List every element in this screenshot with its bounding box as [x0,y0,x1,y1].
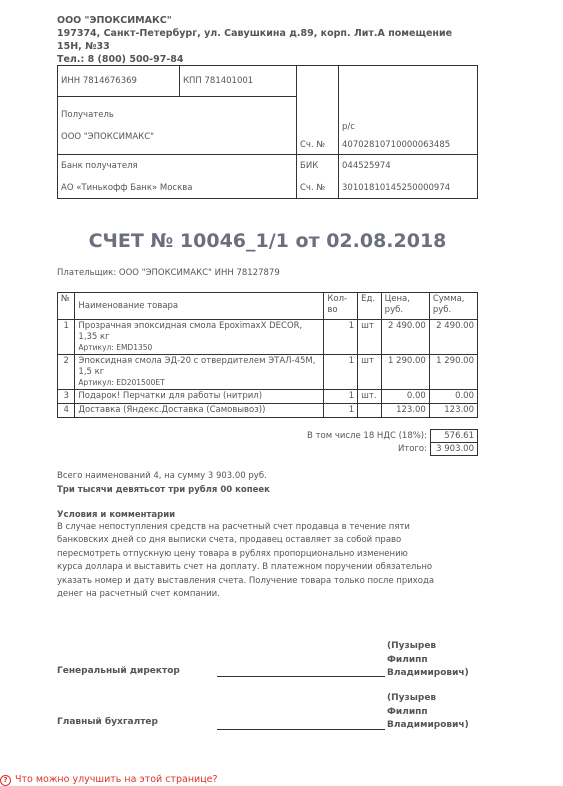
row-qty: 1 [324,320,358,355]
conditions-line: банковских дней со дня выписки счета, продавец оставляет за собой право [57,535,402,546]
conditions-line: денег на расчетный счет компании. [57,589,220,600]
row-price: 0.00 [381,390,429,404]
corr-value: 30101810145250000974 [342,182,451,193]
table-row [58,320,478,355]
summary-words: Три тысячи девятьсот три рубля 00 копеек [57,485,270,495]
rs-label: р/с [342,122,355,132]
kpp: КПП 781401001 [180,66,297,97]
row-qty: 1 [324,390,358,404]
total-value: 3 903.00 [431,443,478,456]
col-header-name: Наименование товара [75,293,324,320]
rs-value: 40702810710000063485 [342,140,451,150]
col-header-price: Цена, руб. [381,293,429,320]
bank-details-table [57,65,478,199]
conditions-line: В случае непоступления средств на расчетный счет продавца в течение пяти [57,522,410,532]
row-name: Прозрачная эпоксидная смола EpoximaxX DECOR, 1,35 кг [78,321,303,342]
row-price: 1 290.00 [381,355,429,390]
row-article: Артикул: ED201500ET [78,378,165,387]
summary-count: Всего наименований 4, на сумму 3 903.00 руб. [57,471,267,481]
payer-info: Плательщик: ООО "ЭПОКСИМАКС" ИНН 78127879 [57,268,280,278]
row-sum: 2 490.00 [429,320,477,355]
goods-table [57,292,478,418]
name-line: Владимирович) [387,668,469,678]
col-header-qty: Кол-во [324,293,358,320]
director-name [387,640,469,681]
col-header-sum: Сумма, руб. [429,293,477,320]
director-role: Генеральный директор [57,666,180,676]
corr-label: Сч. № [300,182,326,193]
row-unit: шт. [358,390,382,404]
total-label: Итого: [397,444,427,454]
table-row [58,355,478,390]
bik-value: 044525974 [342,160,391,171]
row-name: Доставка (Яндекс.Доставка (Самовывоз)) [75,404,324,418]
conditions-text [57,521,487,601]
bank-name: АО «Тинькофф Банк» Москва [61,182,193,193]
name-line: Владимирович) [387,720,469,730]
seller-info [57,14,477,66]
col-header-unit: Ед. [358,293,382,320]
recipient-name: ООО "ЭПОКСИМАКС" [61,131,155,142]
director-signature-line [217,665,385,677]
conditions-line: курса доллара и выставить счет на доплату. В платежном поручении обязательно [57,562,433,573]
row-sum: 1 290.00 [429,355,477,390]
row-sum: 0.00 [429,390,477,404]
accountant-role: Главный бухгалтер [57,717,158,727]
row-number: 1 [58,320,75,355]
question-circle-icon: ? [0,775,11,786]
name-line: Филипп [387,654,428,665]
row-sum: 123.00 [429,404,477,418]
invoice-title: СЧЕТ № 10046_1/1 от 02.08.2018 [88,230,447,252]
row-price: 123.00 [381,404,429,418]
row-qty: 1 [324,404,358,418]
seller-name: ООО "ЭПОКСИМАКС" [57,15,172,26]
name-line: Филипп [387,706,428,717]
table-row [58,390,478,404]
conditions-line: пересмотреть отпускную цену товара в рублях пропорционально изменению [57,548,408,559]
row-name: Подарок! Перчатки для работы (нитрил) [75,390,324,404]
vat-value: 576.61 [431,430,478,443]
inn: ИНН 7814676369 [58,66,180,97]
account-label: Сч. № [297,66,339,155]
row-unit [358,404,382,418]
name-line: (Пузырев [387,641,437,651]
seller-phone: Тел.: 8 (800) 500-97-84 [57,54,184,65]
row-name: Эпоксидная смола ЭД-20 с отвердителем ЭТАЛ-45М, 1,5 кг [78,356,316,377]
recipient-label: Получатель [61,109,114,120]
row-number: 2 [58,355,75,390]
row-number: 4 [58,404,75,418]
accountant-name [387,692,469,733]
seller-address: 197374, Санкт-Петербург, ул. Савушкина д.89, корп. Лит.А помещение 15Н, №33 [57,28,453,52]
row-article: Артикул: EMD1350 [78,343,153,352]
col-header-n: № [58,293,75,320]
conditions-title: Условия и комментарии [57,510,176,520]
table-row [58,404,478,418]
vat-label: В том числе 18 НДС (18%): [307,431,427,441]
bik-label: БИК [300,160,319,171]
row-unit: шт [358,320,382,355]
feedback-link-text[interactable]: Что можно улучшить на этой странице? [15,774,218,785]
totals-table [57,429,478,456]
feedback-link[interactable] [0,774,218,786]
row-qty: 1 [324,355,358,390]
conditions-line: указать номер и дату выставления счета. Получение товара только после прихода [57,575,435,586]
row-price: 2 490.00 [381,320,429,355]
accountant-signature-line [217,718,385,730]
bank-label: Банк получателя [61,160,138,171]
name-line: (Пузырев [387,693,437,703]
row-number: 3 [58,390,75,404]
row-unit: шт [358,355,382,390]
